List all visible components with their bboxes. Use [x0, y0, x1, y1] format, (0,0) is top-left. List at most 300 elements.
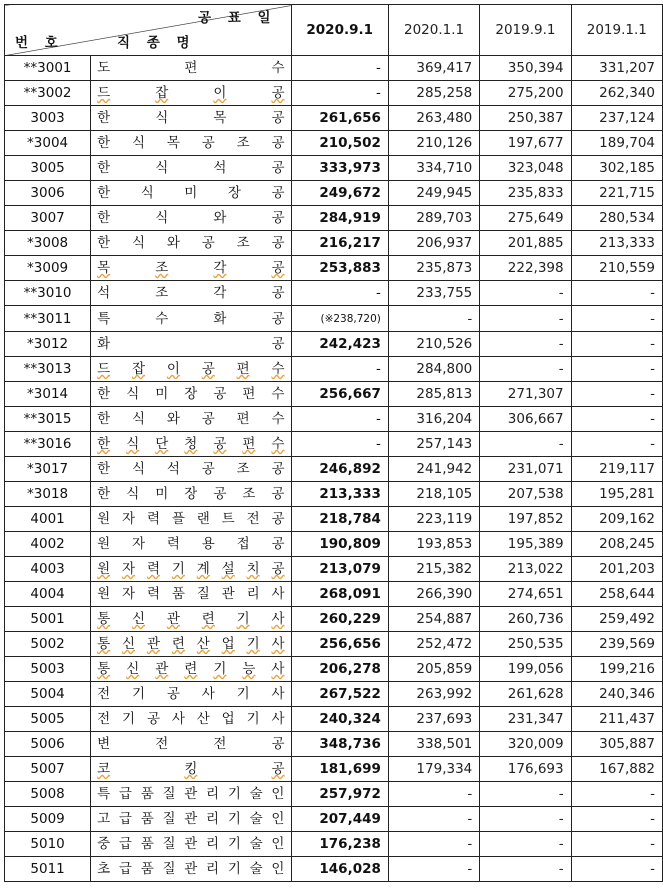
wage-value-text: 263,480 [416, 110, 473, 126]
wage-value-text: 285,813 [416, 386, 473, 402]
wage-value-text: 262,340 [599, 85, 655, 101]
wage-value-text: 195,389 [507, 536, 564, 552]
wage-value-text: - [467, 836, 473, 852]
wage-value-3 [480, 56, 571, 81]
wage-value-3 [480, 407, 571, 432]
wage-value-4 [571, 432, 662, 457]
wage-value-2 [388, 281, 479, 306]
job-code: **3001 [5, 56, 91, 81]
job-name: 중 급 품 질 관 리 기 술 인 [97, 836, 285, 852]
table-row [5, 81, 663, 106]
wage-value-3 [480, 757, 571, 782]
wage-value-2 [388, 732, 479, 757]
job-name-cell [91, 306, 291, 332]
job-name: 한 식 미 장 공 [97, 185, 285, 201]
wage-value-text: 275,649 [507, 210, 564, 226]
job-name-cell [91, 782, 291, 807]
wage-value-text: 210,559 [599, 260, 655, 276]
wage-value-text: 197,852 [507, 511, 564, 527]
wage-value-text: - [650, 336, 655, 352]
wage-value-text: - [650, 836, 655, 852]
wage-value-2 [388, 156, 479, 181]
job-code: 5004 [5, 682, 91, 707]
wage-value-1 [291, 81, 388, 106]
wage-value-text: 260,736 [507, 611, 564, 627]
wage-value-4 [571, 507, 662, 532]
wage-value-2 [388, 407, 479, 432]
wage-value-1 [291, 382, 388, 407]
wage-value-2 [388, 632, 479, 657]
wage-value-3 [480, 81, 571, 106]
job-name-cell [91, 607, 291, 632]
wage-value-text: 235,833 [507, 185, 564, 201]
job-name: 변 전 전 공 [97, 736, 285, 752]
wage-value-4 [571, 632, 662, 657]
wage-value-text: - [376, 361, 381, 377]
table-row [5, 56, 663, 81]
wage-value-text: 213,333 [599, 235, 655, 251]
table-row [5, 131, 663, 156]
table-row [5, 332, 663, 357]
job-name: 화 공 [97, 336, 285, 352]
table-row [5, 306, 663, 332]
wage-value-text: 233,755 [416, 285, 473, 301]
job-name-cell [91, 156, 291, 181]
wage-value-1 [291, 582, 388, 607]
wage-value-2 [388, 782, 479, 807]
wage-value-text: 285,258 [416, 85, 473, 101]
table-row [5, 206, 663, 231]
job-name: 한 식 석 공 [97, 160, 285, 176]
wage-value-text: 275,200 [507, 85, 564, 101]
wage-value-1 [291, 507, 388, 532]
wage-value-text: 253,883 [319, 260, 381, 276]
wage-value-text: - [558, 310, 564, 327]
wage-value-1 [291, 56, 388, 81]
wage-value-3 [480, 482, 571, 507]
wage-value-text: 289,703 [416, 210, 473, 226]
wage-value-text: 207,538 [507, 486, 564, 502]
table-row [5, 407, 663, 432]
wage-value-text: 256,667 [319, 386, 381, 402]
wage-value-3 [480, 306, 571, 332]
wage-value-3 [480, 131, 571, 156]
wage-value-3 [480, 357, 571, 382]
job-name-cell [91, 407, 291, 432]
wage-value-2 [388, 682, 479, 707]
wage-value-1 [291, 332, 388, 357]
wage-value-text: - [558, 336, 564, 352]
job-code: 4002 [5, 532, 91, 557]
job-name: 한 식 목 공 [97, 110, 285, 126]
wage-value-1 [291, 432, 388, 457]
wage-value-2 [388, 757, 479, 782]
job-name-cell [91, 857, 291, 882]
job-code: 5006 [5, 732, 91, 757]
wage-value-text: 256,656 [319, 636, 381, 652]
job-code: **3011 [5, 306, 91, 332]
job-code: *3008 [5, 231, 91, 256]
job-name-cell [91, 56, 291, 81]
job-name: 코 킹 공 [97, 761, 285, 777]
wage-value-text: 369,417 [416, 60, 473, 76]
wage-value-text: 181,699 [319, 761, 381, 777]
wage-value-2 [388, 382, 479, 407]
wage-value-text: 268,091 [319, 586, 381, 602]
job-name: 목 조 각 공 [97, 260, 285, 276]
job-name: 초 급 품 질 관 리 기 술 인 [97, 861, 285, 877]
wage-value-4 [571, 782, 662, 807]
job-name-cell [91, 682, 291, 707]
wage-value-4 [571, 857, 662, 882]
wage-value-text: 206,278 [319, 661, 381, 677]
table-row [5, 457, 663, 482]
wage-value-4 [571, 357, 662, 382]
job-name: 고 급 품 질 관 리 기 술 인 [97, 811, 285, 827]
table-row [5, 707, 663, 732]
job-name-cell [91, 707, 291, 732]
wage-value-text: - [467, 811, 473, 827]
job-code: **3010 [5, 281, 91, 306]
job-name: 석 조 각 공 [97, 285, 285, 301]
wage-value-text: 239,569 [599, 636, 655, 652]
job-name: 드 잡 이 공 [97, 85, 285, 101]
wage-value-text: 348,736 [319, 736, 381, 752]
wage-value-text: 199,056 [507, 661, 564, 677]
wage-value-text: - [467, 310, 473, 327]
job-name: 한 식 단 청 공 편 수 [97, 436, 285, 452]
job-name-cell [91, 632, 291, 657]
wage-value-2 [388, 131, 479, 156]
wage-value-text: 206,937 [416, 235, 473, 251]
wage-value-text: 213,079 [319, 561, 381, 577]
wage-value-text: 331,207 [599, 60, 655, 76]
wage-value-text: 266,390 [416, 586, 473, 602]
wage-value-4 [571, 156, 662, 181]
wage-value-text: 284,919 [319, 210, 381, 226]
wage-value-text: (※238,720) [320, 313, 381, 325]
job-name: 한 식 와 공 편 수 [97, 411, 285, 427]
job-code: *3004 [5, 131, 91, 156]
wage-value-3 [480, 657, 571, 682]
wage-value-4 [571, 106, 662, 131]
wage-value-1 [291, 607, 388, 632]
wage-value-text: - [376, 436, 381, 452]
job-name: 한 식 와 공 [97, 210, 285, 226]
wage-value-3 [480, 557, 571, 582]
job-name: 한 식 미 장 공 편 수 [97, 386, 285, 402]
wage-value-3 [480, 857, 571, 882]
table-row [5, 231, 663, 256]
wage-value-2 [388, 557, 479, 582]
table-row [5, 507, 663, 532]
wage-value-text: 201,203 [599, 561, 655, 577]
wage-value-text: 242,423 [319, 336, 381, 352]
wage-value-text: 176,693 [507, 761, 564, 777]
wage-value-text: 333,973 [319, 160, 381, 176]
table-row [5, 256, 663, 281]
wage-value-text: 338,501 [416, 736, 473, 752]
wage-value-4 [571, 807, 662, 832]
wage-value-2 [388, 256, 479, 281]
wage-value-1 [291, 707, 388, 732]
wage-value-3 [480, 382, 571, 407]
wage-value-1 [291, 557, 388, 582]
wage-value-2 [388, 507, 479, 532]
table-body [5, 56, 663, 882]
wage-value-text: 271,307 [507, 386, 564, 402]
wage-value-text: 216,217 [319, 235, 381, 251]
wage-value-text: 306,667 [507, 411, 564, 427]
wage-value-1 [291, 457, 388, 482]
table-row [5, 582, 663, 607]
wage-value-text: 223,119 [416, 511, 473, 527]
wage-value-4 [571, 707, 662, 732]
wage-value-text: 213,333 [319, 486, 381, 502]
job-name: 통 신 관 련 기 사 [97, 611, 285, 627]
job-name: 한 식 와 공 조 공 [97, 235, 285, 251]
table-row [5, 832, 663, 857]
wage-value-2 [388, 607, 479, 632]
wage-value-text: 189,704 [599, 135, 655, 151]
job-name-cell [91, 382, 291, 407]
job-name: 드 잡 이 공 편 수 [97, 361, 285, 377]
job-name: 한 식 미 장 공 조 공 [97, 486, 285, 502]
wage-value-text: 218,105 [416, 486, 473, 502]
wage-value-2 [388, 832, 479, 857]
table-row [5, 557, 663, 582]
wage-value-text: - [467, 786, 473, 802]
job-name-cell [91, 557, 291, 582]
wage-value-2 [388, 206, 479, 231]
job-name-cell [91, 181, 291, 206]
table-row [5, 382, 663, 407]
wage-value-text: 215,382 [416, 561, 473, 577]
wage-value-text: 231,071 [507, 461, 564, 477]
wage-value-2 [388, 332, 479, 357]
wage-value-2 [388, 432, 479, 457]
wage-value-4 [571, 657, 662, 682]
wage-value-3 [480, 281, 571, 306]
wage-value-2 [388, 106, 479, 131]
wage-value-3 [480, 106, 571, 131]
wage-value-text: 190,809 [319, 536, 381, 552]
wage-value-1 [291, 256, 388, 281]
wage-value-1 [291, 131, 388, 156]
wage-value-text: - [558, 811, 564, 827]
job-name-cell [91, 482, 291, 507]
wage-value-4 [571, 682, 662, 707]
wage-value-text: - [650, 285, 655, 301]
wage-value-text: 252,472 [416, 636, 473, 652]
wage-value-1 [291, 106, 388, 131]
wage-value-text: 350,394 [507, 60, 564, 76]
table-row [5, 632, 663, 657]
wage-value-3 [480, 707, 571, 732]
wage-value-text: 231,347 [507, 711, 564, 727]
job-code: 3007 [5, 206, 91, 231]
wage-value-3 [480, 181, 571, 206]
wage-value-text: 195,281 [599, 486, 655, 502]
wage-value-text: 208,245 [599, 536, 655, 552]
wage-value-text: - [467, 861, 473, 877]
job-code: 5008 [5, 782, 91, 807]
job-name: 원 자 력 용 접 공 [97, 536, 285, 552]
table-row [5, 807, 663, 832]
job-code: *3009 [5, 256, 91, 281]
wage-value-1 [291, 231, 388, 256]
job-code: 3003 [5, 106, 91, 131]
wage-value-text: 250,535 [507, 636, 564, 652]
wage-value-1 [291, 832, 388, 857]
wage-value-text: 323,048 [507, 160, 564, 176]
wage-value-3 [480, 532, 571, 557]
job-name: 특 급 품 질 관 리 기 술 인 [97, 786, 285, 802]
wage-value-text: 167,882 [599, 761, 655, 777]
wage-value-4 [571, 457, 662, 482]
header-corner-cell [5, 5, 292, 56]
wage-value-4 [571, 231, 662, 256]
wage-value-text: 334,710 [416, 160, 473, 176]
wage-value-text: 316,204 [416, 411, 473, 427]
table-row [5, 607, 663, 632]
publish-date-label: 공 표 일 [198, 10, 277, 26]
table-row [5, 432, 663, 457]
code-label: 번 호 [15, 35, 64, 51]
wage-value-3 [480, 231, 571, 256]
wage-value-text: 219,117 [599, 461, 655, 477]
wage-value-text: 197,677 [507, 135, 564, 151]
wage-value-text: 179,334 [416, 761, 473, 777]
job-code: 5007 [5, 757, 91, 782]
wage-value-text: 302,185 [599, 160, 655, 176]
job-code: **3016 [5, 432, 91, 457]
job-code: 5002 [5, 632, 91, 657]
wage-value-1 [291, 357, 388, 382]
job-code: 3006 [5, 181, 91, 206]
wage-value-text: - [376, 285, 381, 301]
wage-value-4 [571, 306, 662, 332]
wage-value-text: 261,656 [319, 110, 381, 126]
job-name-cell [91, 231, 291, 256]
wage-value-2 [388, 707, 479, 732]
wage-value-1 [291, 782, 388, 807]
wage-value-4 [571, 607, 662, 632]
wage-value-4 [571, 757, 662, 782]
wage-value-3 [480, 582, 571, 607]
wage-value-1 [291, 206, 388, 231]
job-name-cell [91, 256, 291, 281]
job-code: 4004 [5, 582, 91, 607]
wage-value-text: - [558, 285, 564, 301]
wage-value-text: - [650, 386, 655, 402]
wage-value-text: 207,449 [319, 811, 381, 827]
table-row [5, 482, 663, 507]
wage-value-text: - [376, 411, 381, 427]
wage-value-text: 284,800 [416, 361, 473, 377]
wage-value-1 [291, 857, 388, 882]
job-name-cell [91, 757, 291, 782]
wage-value-3 [480, 256, 571, 281]
wage-value-text: 246,892 [319, 461, 381, 477]
date-header-2020-1: 2020.1.1 [388, 5, 479, 56]
wage-value-text: 205,859 [416, 661, 473, 677]
job-code: 5005 [5, 707, 91, 732]
wage-value-text: 240,346 [599, 686, 655, 702]
wage-value-text: - [558, 361, 564, 377]
job-name: 원 자 력 품 질 관 리 사 [97, 586, 285, 602]
wage-value-1 [291, 156, 388, 181]
job-name-cell [91, 131, 291, 156]
job-name-cell [91, 582, 291, 607]
job-code: 5011 [5, 857, 91, 882]
table-row [5, 682, 663, 707]
wage-value-3 [480, 332, 571, 357]
table-row [5, 281, 663, 306]
job-code: 4003 [5, 557, 91, 582]
wage-value-4 [571, 181, 662, 206]
wage-value-text: 305,887 [599, 736, 655, 752]
wage-value-text: 237,124 [599, 110, 655, 126]
job-name-cell [91, 206, 291, 231]
job-name-cell [91, 457, 291, 482]
job-name: 한 식 목 공 조 공 [97, 135, 285, 151]
wage-value-3 [480, 632, 571, 657]
wage-value-4 [571, 332, 662, 357]
wage-value-text: 235,873 [416, 260, 473, 276]
job-code: 5010 [5, 832, 91, 857]
table-row [5, 532, 663, 557]
wage-value-1 [291, 807, 388, 832]
wage-value-4 [571, 407, 662, 432]
job-name: 특 수 화 공 [97, 310, 285, 327]
wage-value-text: 221,715 [599, 185, 655, 201]
job-code: 5003 [5, 657, 91, 682]
wage-value-text: - [558, 836, 564, 852]
wage-table [4, 4, 663, 882]
wage-value-text: 249,945 [416, 185, 473, 201]
wage-value-4 [571, 582, 662, 607]
wage-value-2 [388, 457, 479, 482]
job-name-cell [91, 807, 291, 832]
job-name-cell [91, 81, 291, 106]
wage-value-4 [571, 206, 662, 231]
wage-value-text: 201,885 [507, 235, 564, 251]
wage-value-text: - [650, 811, 655, 827]
wage-value-3 [480, 432, 571, 457]
wage-value-1 [291, 632, 388, 657]
wage-value-4 [571, 256, 662, 281]
wage-value-1 [291, 281, 388, 306]
wage-value-4 [571, 131, 662, 156]
wage-value-1 [291, 732, 388, 757]
wage-value-2 [388, 357, 479, 382]
wage-value-text: 209,162 [599, 511, 655, 527]
job-name: 통 신 관 련 산 업 기 사 [97, 636, 285, 652]
wage-value-text: 213,022 [507, 561, 564, 577]
job-name-cell [91, 281, 291, 306]
wage-value-text: 320,009 [507, 736, 564, 752]
wage-value-4 [571, 382, 662, 407]
wage-value-text: 280,534 [599, 210, 655, 226]
wage-value-text: 250,387 [507, 110, 564, 126]
wage-value-text: 249,672 [319, 185, 381, 201]
job-code: **3013 [5, 357, 91, 382]
table-row [5, 782, 663, 807]
wage-value-2 [388, 482, 479, 507]
table-row [5, 857, 663, 882]
table-row [5, 181, 663, 206]
